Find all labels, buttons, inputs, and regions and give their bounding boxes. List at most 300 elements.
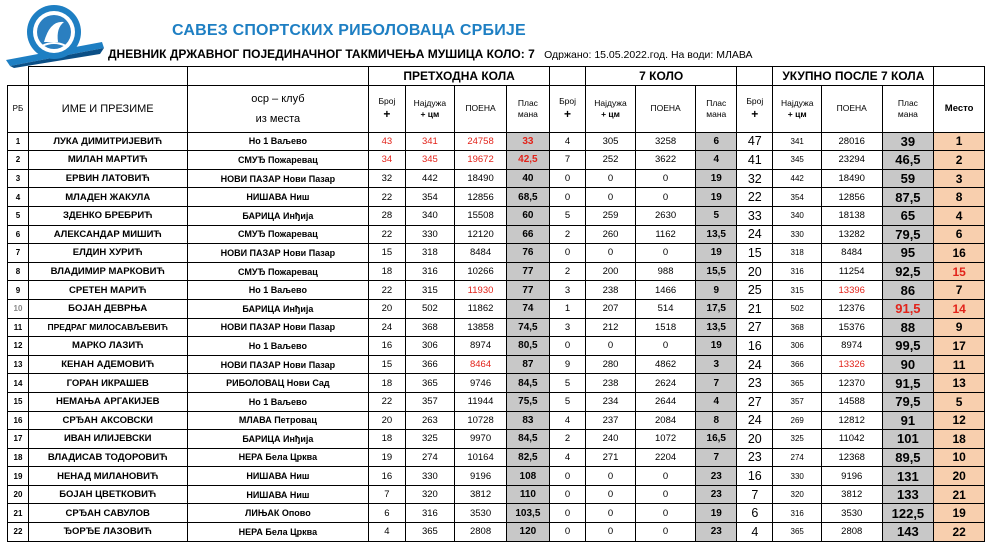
- cell-pb: 32: [369, 169, 405, 188]
- cell-rb: 21: [8, 504, 29, 523]
- cell-tp: 13282: [821, 225, 882, 244]
- cell-rb: 17: [8, 430, 29, 449]
- cell-m: 16: [934, 244, 985, 263]
- col-club-line2: из места: [255, 112, 301, 125]
- cell-rb: 9: [8, 281, 29, 300]
- cell-m: 20: [934, 467, 985, 486]
- cell-tl: 101: [882, 430, 934, 449]
- cell-pn: 366: [405, 355, 455, 374]
- cell-tn: 330: [773, 467, 821, 486]
- cell-pl: 87: [506, 355, 549, 374]
- cell-name: НЕМАЊА АРГАКИЈЕВ: [28, 392, 187, 411]
- cell-club: СМУЂ Пожаревац: [187, 262, 369, 281]
- cell-n: 212: [586, 318, 636, 337]
- col-total-plas: Плас мана: [882, 85, 934, 132]
- cell-tn: 316: [773, 504, 821, 523]
- cell-pp: 9970: [455, 430, 507, 449]
- cell-n: 0: [586, 188, 636, 207]
- cell-p: 1466: [635, 281, 696, 300]
- cell-l: 19: [696, 337, 737, 356]
- cell-pl: 66: [506, 225, 549, 244]
- cell-tp: 8484: [821, 244, 882, 263]
- col-round-plas: Плас мана: [696, 85, 737, 132]
- cell-name: МЛАДЕН ЖАКУЛА: [28, 188, 187, 207]
- cell-name: СРЂАН АКСОВСКИ: [28, 411, 187, 430]
- cell-pl: 68,5: [506, 188, 549, 207]
- cell-tb: 6: [737, 504, 773, 523]
- cell-club: БАРИЦА Инђија: [187, 299, 369, 318]
- cell-rb: 15: [8, 392, 29, 411]
- cell-m: 9: [934, 318, 985, 337]
- cell-n: 259: [586, 206, 636, 225]
- cell-pn: 365: [405, 523, 455, 542]
- cell-name: ЗДЕНКО БРЕБРИЋ: [28, 206, 187, 225]
- cell-l: 7: [696, 374, 737, 393]
- cell-tp: 15376: [821, 318, 882, 337]
- cell-pp: 18490: [455, 169, 507, 188]
- cell-pp: 11944: [455, 392, 507, 411]
- cell-pb: 18: [369, 374, 405, 393]
- cell-name: БОЈАН ЦВЕТКОВИЋ: [28, 485, 187, 504]
- cell-tn: 368: [773, 318, 821, 337]
- cell-tn: 315: [773, 281, 821, 300]
- cell-tp: 9196: [821, 467, 882, 486]
- table-row: [8, 151, 985, 170]
- cell-p: 2204: [635, 448, 696, 467]
- cell-tb: 25: [737, 281, 773, 300]
- cell-tb: 27: [737, 392, 773, 411]
- cell-tb: 24: [737, 355, 773, 374]
- cell-pp: 8484: [455, 244, 507, 263]
- cell-tb: 21: [737, 299, 773, 318]
- cell-pp: 9746: [455, 374, 507, 393]
- cell-club: НИШАВА Ниш: [187, 467, 369, 486]
- cell-pb: 28: [369, 206, 405, 225]
- cell-rb: 22: [8, 523, 29, 542]
- table-row: [8, 206, 985, 225]
- cell-tb: 22: [737, 188, 773, 207]
- cell-p: 2630: [635, 206, 696, 225]
- cell-l: 9: [696, 281, 737, 300]
- cell-rb: 18: [8, 448, 29, 467]
- table-row: [8, 262, 985, 281]
- cell-name: КЕНАН АДЕМОВИЋ: [28, 355, 187, 374]
- cell-tl: 79,5: [882, 225, 934, 244]
- cell-l: 17,5: [696, 299, 737, 318]
- cell-pb: 24: [369, 318, 405, 337]
- cell-b: 3: [549, 318, 585, 337]
- cell-p: 1518: [635, 318, 696, 337]
- cell-b: 2: [549, 430, 585, 449]
- cell-tb: 32: [737, 169, 773, 188]
- cell-name: АЛЕКСАНДАР МИШИЋ: [28, 225, 187, 244]
- cell-n: 0: [586, 485, 636, 504]
- cell-b: 1: [549, 299, 585, 318]
- cell-pn: 330: [405, 225, 455, 244]
- cell-m: 11: [934, 355, 985, 374]
- cell-club: НОВИ ПАЗАР Нови Пазар: [187, 169, 369, 188]
- cell-b: 5: [549, 206, 585, 225]
- cell-pn: 325: [405, 430, 455, 449]
- cell-pl: 42,5: [506, 151, 549, 170]
- cell-club: Но 1 Ваљево: [187, 392, 369, 411]
- cell-tp: 13396: [821, 281, 882, 300]
- cell-rb: 2: [8, 151, 29, 170]
- cell-tp: 14588: [821, 392, 882, 411]
- cell-pn: 320: [405, 485, 455, 504]
- cell-b: 0: [549, 169, 585, 188]
- cell-tl: 91: [882, 411, 934, 430]
- cell-n: 0: [586, 467, 636, 486]
- cell-club: ЛИЊАК Опово: [187, 504, 369, 523]
- cell-pl: 76: [506, 244, 549, 263]
- cell-p: 1162: [635, 225, 696, 244]
- cell-tl: 46,5: [882, 151, 934, 170]
- cell-rb: 5: [8, 206, 29, 225]
- cell-pl: 40: [506, 169, 549, 188]
- cell-p: 0: [635, 169, 696, 188]
- cell-pp: 10728: [455, 411, 507, 430]
- col-total-poena: ПОЕНА: [821, 85, 882, 132]
- cell-b: 0: [549, 467, 585, 486]
- cell-b: 0: [549, 244, 585, 263]
- table-row: [8, 430, 985, 449]
- cell-m: 8: [934, 188, 985, 207]
- competition-name: ДНЕВНИК ДРЖАВНОГ ПОЈЕДИНАЧНОГ ТАКМИЧЕЊА МУШИЦА КОЛО: 7: [108, 47, 535, 61]
- cell-pp: 19672: [455, 151, 507, 170]
- cell-tn: 274: [773, 448, 821, 467]
- column-header-row: [8, 85, 985, 132]
- cell-rb: 1: [8, 132, 29, 151]
- cell-b: 3: [549, 281, 585, 300]
- cell-tl: 89,5: [882, 448, 934, 467]
- cell-tp: 12368: [821, 448, 882, 467]
- table-row: [8, 244, 985, 263]
- cell-tb: 24: [737, 225, 773, 244]
- cell-l: 19: [696, 504, 737, 523]
- cell-pb: 19: [369, 448, 405, 467]
- cell-tp: 11042: [821, 430, 882, 449]
- cell-n: 238: [586, 281, 636, 300]
- cell-p: 1072: [635, 430, 696, 449]
- cell-tp: 8974: [821, 337, 882, 356]
- cell-pp: 9196: [455, 467, 507, 486]
- cell-pb: 22: [369, 392, 405, 411]
- cell-pb: 4: [369, 523, 405, 542]
- table-row: [8, 467, 985, 486]
- cell-pb: 16: [369, 337, 405, 356]
- cell-pb: 6: [369, 504, 405, 523]
- cell-pl: 74,5: [506, 318, 549, 337]
- cell-pl: 82,5: [506, 448, 549, 467]
- cell-tb: 20: [737, 430, 773, 449]
- cell-pb: 18: [369, 430, 405, 449]
- cell-pb: 20: [369, 299, 405, 318]
- cell-m: 13: [934, 374, 985, 393]
- cell-pl: 108: [506, 467, 549, 486]
- cell-pn: 368: [405, 318, 455, 337]
- cell-m: 10: [934, 448, 985, 467]
- cell-name: ЂОРЂЕ ЛАЗОВИЋ: [28, 523, 187, 542]
- cell-tb: 33: [737, 206, 773, 225]
- cell-l: 6: [696, 132, 737, 151]
- cell-tn: 502: [773, 299, 821, 318]
- cell-tl: 87,5: [882, 188, 934, 207]
- cell-pn: 318: [405, 244, 455, 263]
- cell-p: 2624: [635, 374, 696, 393]
- cell-m: 4: [934, 206, 985, 225]
- cell-pl: 84,5: [506, 430, 549, 449]
- cell-pn: 502: [405, 299, 455, 318]
- cell-name: ЕЛДИН ХУРИЋ: [28, 244, 187, 263]
- table-row: [8, 188, 985, 207]
- cell-rb: 3: [8, 169, 29, 188]
- cell-m: 7: [934, 281, 985, 300]
- cell-club: СМУЂ Пожаревац: [187, 151, 369, 170]
- cell-pl: 83: [506, 411, 549, 430]
- cell-tl: 39: [882, 132, 934, 151]
- cell-tn: 365: [773, 523, 821, 542]
- cell-pn: 357: [405, 392, 455, 411]
- group-total: УКУПНО ПОСЛЕ 7 КОЛА: [773, 67, 934, 86]
- group-round-7: 7 КОЛО: [586, 67, 737, 86]
- cell-pp: 2808: [455, 523, 507, 542]
- table-row: [8, 523, 985, 542]
- cell-tp: 12370: [821, 374, 882, 393]
- cell-tb: 47: [737, 132, 773, 151]
- cell-b: 0: [549, 337, 585, 356]
- cell-club: СМУЂ Пожаревац: [187, 225, 369, 244]
- cell-club: Но 1 Ваљево: [187, 281, 369, 300]
- cell-l: 16,5: [696, 430, 737, 449]
- cell-name: БОЈАН ДЕВРЊА: [28, 299, 187, 318]
- cell-pl: 60: [506, 206, 549, 225]
- cell-n: 0: [586, 169, 636, 188]
- cell-l: 5: [696, 206, 737, 225]
- cell-pp: 12120: [455, 225, 507, 244]
- col-mesto: Место: [934, 85, 985, 132]
- cell-m: 12: [934, 411, 985, 430]
- cell-tl: 59: [882, 169, 934, 188]
- cell-l: 19: [696, 188, 737, 207]
- cell-tn: 330: [773, 225, 821, 244]
- cell-name: ЛУКА ДИМИТРИЈЕВИЋ: [28, 132, 187, 151]
- cell-m: 6: [934, 225, 985, 244]
- cell-tb: 41: [737, 151, 773, 170]
- cell-tb: 23: [737, 374, 773, 393]
- federation-logo: [4, 2, 104, 68]
- cell-pn: 365: [405, 374, 455, 393]
- cell-l: 19: [696, 169, 737, 188]
- cell-p: 2084: [635, 411, 696, 430]
- cell-tp: 2808: [821, 523, 882, 542]
- cell-tb: 7: [737, 485, 773, 504]
- cell-pl: 74: [506, 299, 549, 318]
- table-row: [8, 504, 985, 523]
- cell-pp: 11930: [455, 281, 507, 300]
- table-row: [8, 225, 985, 244]
- cell-l: 23: [696, 467, 737, 486]
- cell-club: НЕРА Бела Црква: [187, 448, 369, 467]
- cell-tp: 11254: [821, 262, 882, 281]
- cell-pb: 18: [369, 262, 405, 281]
- cell-p: 0: [635, 244, 696, 263]
- cell-tl: 86: [882, 281, 934, 300]
- cell-pl: 77: [506, 262, 549, 281]
- cell-n: 237: [586, 411, 636, 430]
- cell-pl: 120: [506, 523, 549, 542]
- cell-pb: 15: [369, 244, 405, 263]
- cell-tp: 3812: [821, 485, 882, 504]
- cell-l: 4: [696, 392, 737, 411]
- cell-n: 240: [586, 430, 636, 449]
- cell-tl: 90: [882, 355, 934, 374]
- cell-name: ИВАН ИЛИЈЕВСКИ: [28, 430, 187, 449]
- cell-pl: 103,5: [506, 504, 549, 523]
- cell-m: 2: [934, 151, 985, 170]
- cell-tp: 12856: [821, 188, 882, 207]
- cell-tl: 92,5: [882, 262, 934, 281]
- cell-l: 23: [696, 523, 737, 542]
- cell-tb: 16: [737, 337, 773, 356]
- cell-pn: 341: [405, 132, 455, 151]
- cell-tb: 16: [737, 467, 773, 486]
- cell-b: 0: [549, 504, 585, 523]
- cell-tl: 79,5: [882, 392, 934, 411]
- cell-n: 0: [586, 337, 636, 356]
- cell-pn: 263: [405, 411, 455, 430]
- cell-pn: 306: [405, 337, 455, 356]
- cell-tl: 122,5: [882, 504, 934, 523]
- cell-n: 0: [586, 504, 636, 523]
- col-total-broj: Број +: [737, 85, 773, 132]
- cell-pp: 24758: [455, 132, 507, 151]
- col-name: ИМЕ И ПРЕЗИМЕ: [28, 85, 187, 132]
- cell-pn: 330: [405, 467, 455, 486]
- cell-pn: 442: [405, 169, 455, 188]
- cell-pp: 12856: [455, 188, 507, 207]
- cell-tp: 12376: [821, 299, 882, 318]
- table-row: [8, 485, 985, 504]
- cell-club: БАРИЦА Инђија: [187, 206, 369, 225]
- cell-tb: 20: [737, 262, 773, 281]
- col-round-najduza: Најдужа + цм: [586, 85, 636, 132]
- cell-pp: 3530: [455, 504, 507, 523]
- cell-name: ПРЕДРАГ МИЛОСАВЉЕВИЋ: [28, 318, 187, 337]
- cell-tb: 4: [737, 523, 773, 542]
- cell-l: 13,5: [696, 225, 737, 244]
- cell-n: 207: [586, 299, 636, 318]
- col-club: [187, 85, 369, 132]
- cell-b: 5: [549, 392, 585, 411]
- cell-tl: 143: [882, 523, 934, 542]
- cell-tn: 365: [773, 374, 821, 393]
- cell-pp: 11862: [455, 299, 507, 318]
- cell-club: МЛАВА Петровац: [187, 411, 369, 430]
- cell-n: 305: [586, 132, 636, 151]
- cell-pb: 16: [369, 467, 405, 486]
- cell-tn: 354: [773, 188, 821, 207]
- cell-tp: 28016: [821, 132, 882, 151]
- cell-rb: 16: [8, 411, 29, 430]
- cell-pp: 10164: [455, 448, 507, 467]
- table-row: [8, 169, 985, 188]
- cell-l: 4: [696, 151, 737, 170]
- cell-l: 7: [696, 448, 737, 467]
- cell-tp: 18138: [821, 206, 882, 225]
- cell-rb: 10: [8, 299, 29, 318]
- cell-b: 0: [549, 485, 585, 504]
- cell-n: 0: [586, 244, 636, 263]
- cell-tn: 366: [773, 355, 821, 374]
- col-prev-plas: Плас мана: [506, 85, 549, 132]
- cell-tp: 3530: [821, 504, 882, 523]
- cell-tl: 95: [882, 244, 934, 263]
- table-row: [8, 411, 985, 430]
- cell-tl: 91,5: [882, 374, 934, 393]
- cell-pb: 22: [369, 188, 405, 207]
- cell-tn: 345: [773, 151, 821, 170]
- cell-l: 15,5: [696, 262, 737, 281]
- cell-tn: 306: [773, 337, 821, 356]
- table-row: [8, 132, 985, 151]
- cell-m: 21: [934, 485, 985, 504]
- cell-n: 280: [586, 355, 636, 374]
- cell-pb: 43: [369, 132, 405, 151]
- cell-pb: 22: [369, 281, 405, 300]
- cell-name: ВЛАДИМИР МАРКОВИЋ: [28, 262, 187, 281]
- cell-p: 0: [635, 504, 696, 523]
- cell-p: 3258: [635, 132, 696, 151]
- cell-name: НЕНАД МИЛАНОВИЋ: [28, 467, 187, 486]
- cell-tp: 23294: [821, 151, 882, 170]
- cell-tp: 12812: [821, 411, 882, 430]
- cell-m: 17: [934, 337, 985, 356]
- cell-name: МАРКО ЛАЗИЋ: [28, 337, 187, 356]
- cell-name: МИЛАН МАРТИЋ: [28, 151, 187, 170]
- cell-club: НОВИ ПАЗАР Нови Пазар: [187, 244, 369, 263]
- cell-p: 988: [635, 262, 696, 281]
- cell-tn: 316: [773, 262, 821, 281]
- cell-name: СРЕТЕН МАРИЋ: [28, 281, 187, 300]
- col-prev-poena: ПОЕНА: [455, 85, 507, 132]
- cell-p: 4862: [635, 355, 696, 374]
- cell-rb: 13: [8, 355, 29, 374]
- cell-tp: 13326: [821, 355, 882, 374]
- cell-l: 19: [696, 244, 737, 263]
- cell-pp: 8974: [455, 337, 507, 356]
- col-prev-najduza: Најдужа + цм: [405, 85, 455, 132]
- cell-p: 3622: [635, 151, 696, 170]
- cell-l: 8: [696, 411, 737, 430]
- cell-pn: 340: [405, 206, 455, 225]
- cell-tl: 131: [882, 467, 934, 486]
- cell-m: 3: [934, 169, 985, 188]
- cell-tb: 24: [737, 411, 773, 430]
- cell-p: 0: [635, 467, 696, 486]
- table-row: [8, 318, 985, 337]
- competition-subtitle: [108, 47, 753, 61]
- table-row: [8, 299, 985, 318]
- cell-rb: 8: [8, 262, 29, 281]
- cell-pn: 274: [405, 448, 455, 467]
- cell-tn: 341: [773, 132, 821, 151]
- cell-p: 0: [635, 485, 696, 504]
- cell-pl: 80,5: [506, 337, 549, 356]
- cell-m: 14: [934, 299, 985, 318]
- cell-pp: 10266: [455, 262, 507, 281]
- cell-m: 18: [934, 430, 985, 449]
